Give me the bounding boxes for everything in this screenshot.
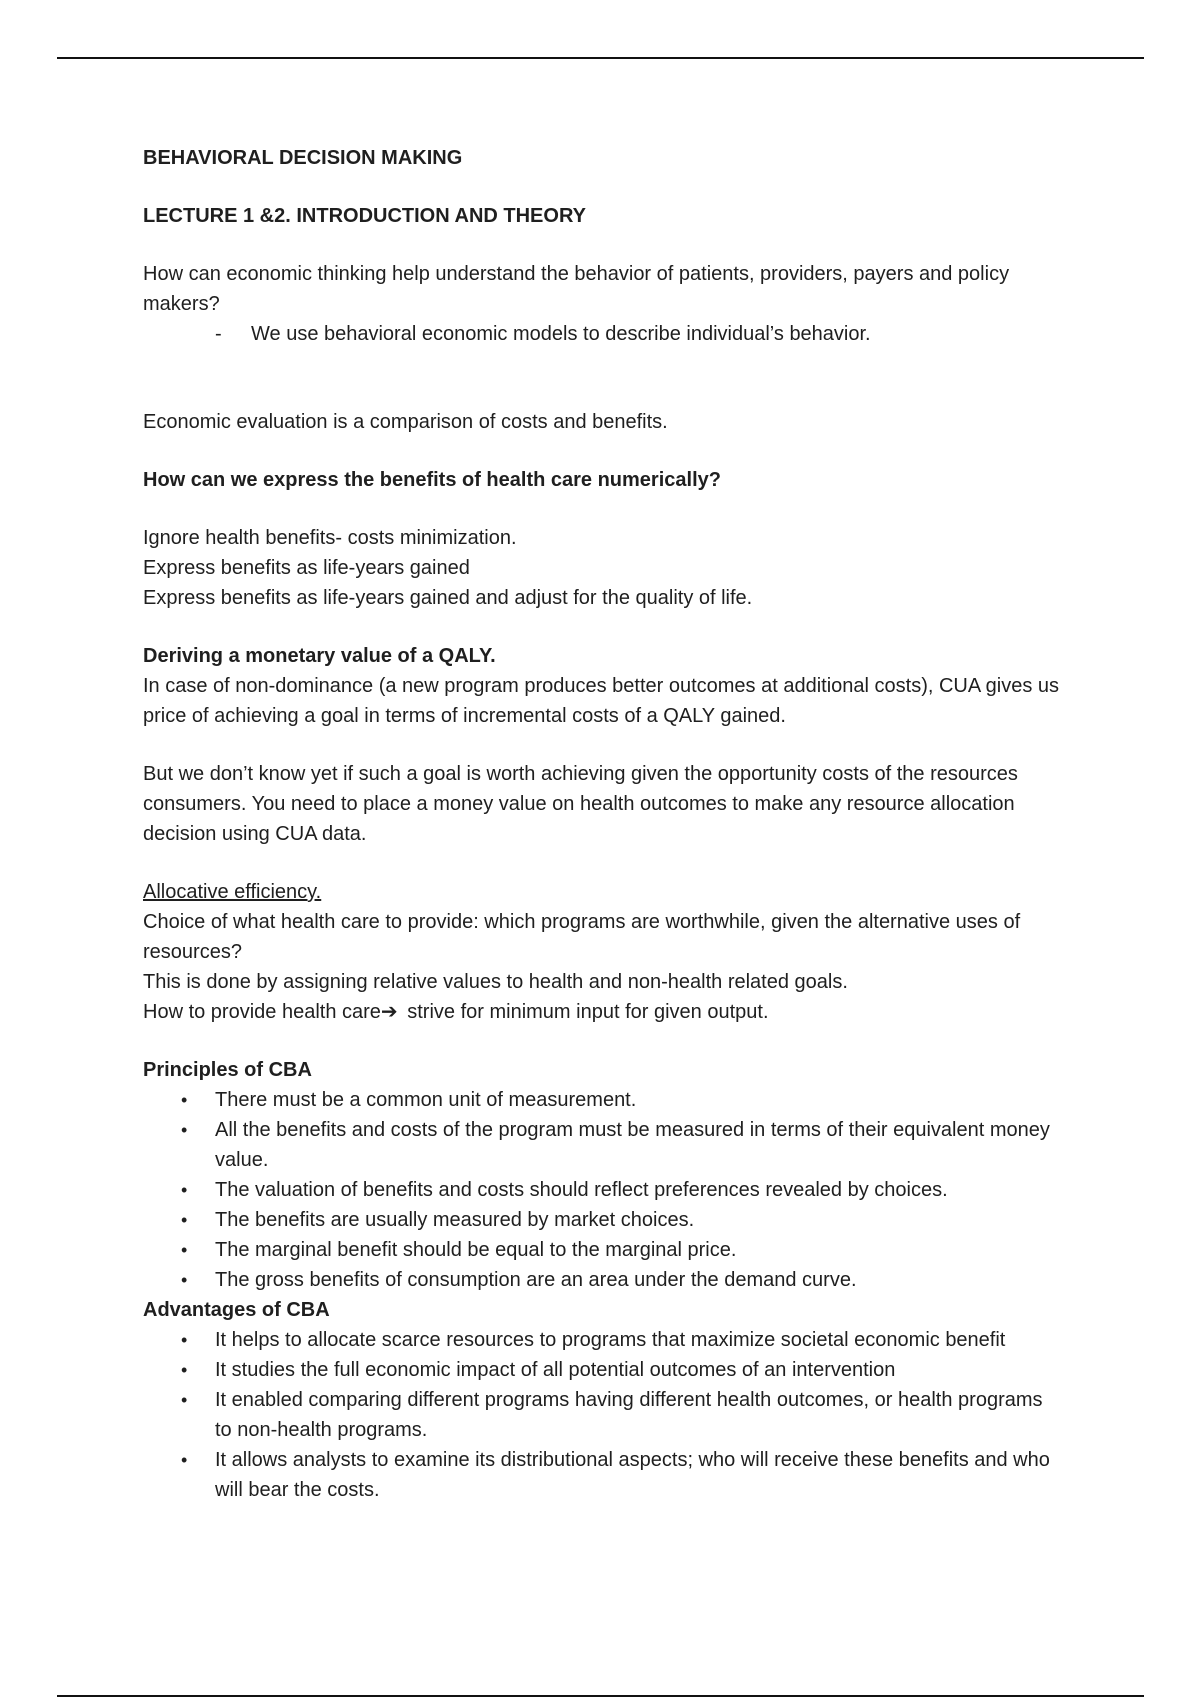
document-body — [143, 143, 1063, 1505]
list-item-text: The valuation of benefits and costs should reflect preferences revealed by choices. — [215, 1179, 948, 1201]
bullet-icon: • — [181, 1210, 188, 1230]
benefits-line-2: Express benefits as life-years gained — [143, 557, 470, 579]
evaluation-text: Economic evaluation is a comparison of costs and benefits. — [143, 411, 668, 433]
benefits-heading: How can we express the benefits of health care numerically? — [143, 469, 721, 491]
bullet-icon: • — [181, 1180, 188, 1200]
allocative-line-3-start: How to provide health care — [143, 1001, 381, 1023]
goal-text: But we don’t know yet if such a goal is worth achieving given the opportunity costs of the resources consumers. You need to place a money value on health outcomes to make any resource allocation decision using CUA data. — [143, 763, 1018, 845]
bullet-icon: • — [181, 1360, 188, 1380]
bottom-rule — [57, 1695, 1144, 1697]
qaly-heading: Deriving a monetary value of a QALY. — [143, 645, 496, 667]
lecture-title: LECTURE 1 &2. INTRODUCTION AND THEORY — [143, 205, 586, 227]
list-item-text: The marginal benefit should be equal to the marginal price. — [215, 1239, 737, 1261]
bullet-icon: • — [181, 1390, 188, 1410]
allocative-line-3 — [143, 997, 1063, 1027]
benefits-line-1: Ignore health benefits- costs minimization. — [143, 527, 517, 549]
list-item — [143, 1325, 1063, 1355]
advantages-list — [143, 1325, 1063, 1505]
allocative-line-3-end: strive for minimum input for given output. — [401, 1001, 769, 1023]
list-item-text: All the benefits and costs of the program must be measured in terms of their equivalent money value. — [215, 1119, 1050, 1171]
list-item-text: There must be a common unit of measurement. — [215, 1089, 637, 1111]
bullet-icon: • — [181, 1270, 188, 1290]
bullet-icon: • — [181, 1120, 188, 1140]
list-item-text: The benefits are usually measured by market choices. — [215, 1209, 695, 1231]
list-item — [143, 1445, 1063, 1505]
bullet-icon: • — [181, 1450, 188, 1470]
list-item — [143, 1085, 1063, 1115]
principles-list — [143, 1085, 1063, 1295]
dash-marker: - — [215, 323, 222, 345]
list-item-text: It helps to allocate scarce resources to programs that maximize societal economic benefit — [215, 1329, 1006, 1351]
qaly-text: In case of non-dominance (a new program produces better outcomes at additional costs), CUA gives us price of achieving a goal in terms of incremental costs of a QALY gained. — [143, 675, 1060, 727]
list-item — [143, 1115, 1063, 1175]
benefits-line-3: Express benefits as life-years gained and adjust for the quality of life. — [143, 587, 753, 609]
list-item — [143, 319, 1063, 349]
top-rule — [57, 57, 1144, 59]
list-item — [143, 1265, 1063, 1295]
list-item — [143, 1235, 1063, 1265]
document-title: BEHAVIORAL DECISION MAKING — [143, 147, 463, 169]
allocative-line-2: This is done by assigning relative values to health and non-health related goals. — [143, 971, 848, 993]
list-item — [143, 1355, 1063, 1385]
bullet-icon: • — [181, 1240, 188, 1260]
allocative-heading: Allocative efficiency. — [143, 881, 322, 903]
list-item — [143, 1205, 1063, 1235]
right-arrow-icon: ➔ — [380, 1001, 398, 1023]
principles-heading: Principles of CBA — [143, 1059, 312, 1081]
list-item-text: It studies the full economic impact of all potential outcomes of an intervention — [215, 1359, 896, 1381]
allocative-line-1: Choice of what health care to provide: which programs are worthwhile, given the alternative uses of resources? — [143, 911, 1021, 963]
list-item-text: It allows analysts to examine its distributional aspects; who will receive these benefits and who will bear the costs. — [215, 1449, 1050, 1501]
list-item-text: It enabled comparing different programs having different health outcomes, or health programs to non-health programs. — [215, 1389, 1043, 1441]
intro-question: How can economic thinking help understand the behavior of patients, providers, payers and policy makers? — [143, 263, 1010, 315]
list-item-text: We use behavioral economic models to describe individual’s behavior. — [251, 323, 871, 345]
advantages-heading: Advantages of CBA — [143, 1299, 330, 1321]
bullet-icon: • — [181, 1090, 188, 1110]
bullet-icon: • — [181, 1330, 188, 1350]
list-item — [143, 1175, 1063, 1205]
list-item — [143, 1385, 1063, 1445]
intro-dash-list — [143, 319, 1063, 349]
list-item-text: The gross benefits of consumption are an area under the demand curve. — [215, 1269, 857, 1291]
